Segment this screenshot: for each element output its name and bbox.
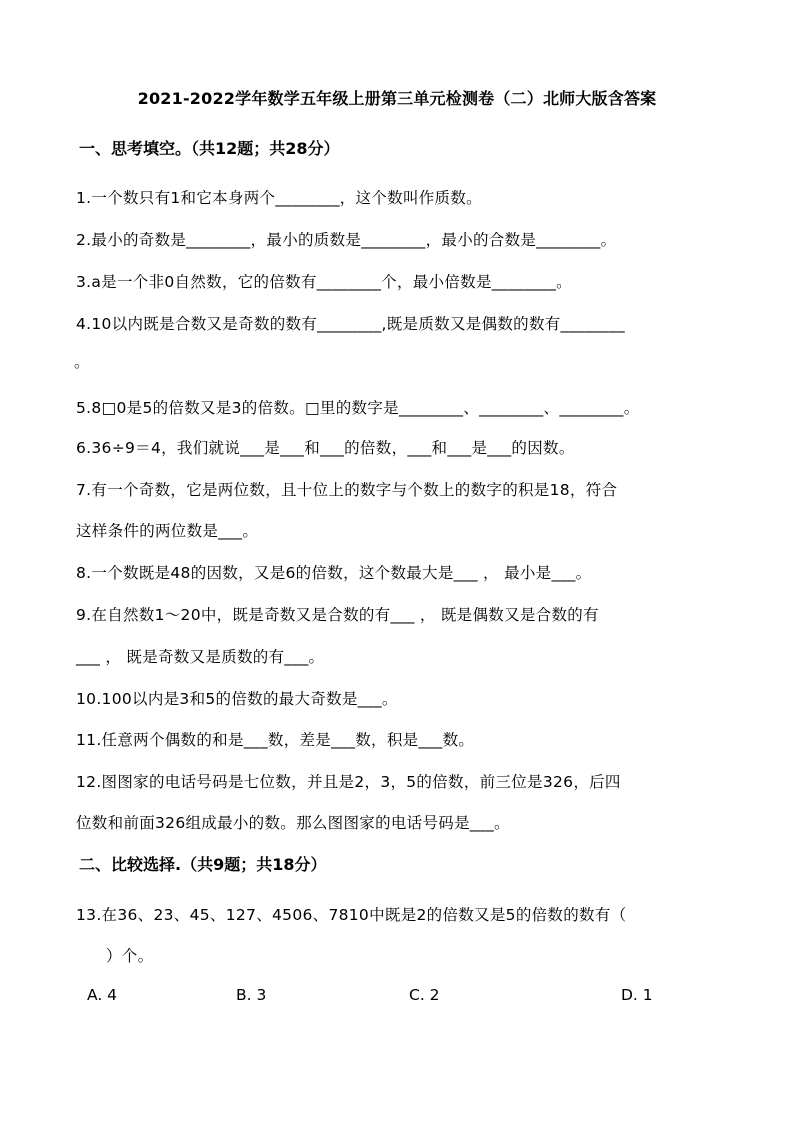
section-heading-choice: 二、比较选择.（共9题；共18分）: [79, 855, 327, 874]
page-title: 2021-2022学年数学五年级上册第三单元检测卷（二）北师大版含答案: [137, 89, 657, 108]
question-line: 10.100以内是3和5的倍数的最大奇数是___。: [76, 690, 398, 708]
question-line: 1.一个数只有1和它本身两个________，这个数叫作质数。: [76, 189, 482, 207]
question-line: 9.在自然数1～20中，既是奇数又是合数的有___ ， 既是偶数又是合数的有: [76, 606, 599, 624]
option-d: D. 1: [621, 986, 653, 1004]
question-line: 13.在36、23、45、127、4506、7810中既是2的倍数又是5的倍数的数有（: [76, 906, 627, 924]
question-line-wrap: 。: [74, 353, 90, 371]
question-line: 5.8□0是5的倍数又是3的倍数。□里的数字是________、________、________。: [76, 399, 640, 417]
option-a: A. 4: [87, 986, 118, 1004]
question-line-wrap: ）个。: [106, 947, 154, 965]
question-line-wrap: ___ ， 既是奇数又是质数的有___。: [76, 648, 325, 666]
question-line: 4.10以内既是合数又是奇数的数有________,既是质数又是偶数的数有________: [76, 315, 625, 333]
question-line: 3.a是一个非0自然数，它的倍数有________个，最小倍数是________。: [76, 273, 572, 291]
question-line: 11.任意两个偶数的和是___数，差是___数，积是___数。: [76, 731, 475, 749]
option-c: C. 2: [409, 986, 440, 1004]
question-line: 12.图图家的电话号码是七位数，并且是2，3，5的倍数，前三位是326，后四: [76, 773, 621, 791]
option-b: B. 3: [236, 986, 267, 1004]
question-line-wrap: 位数和前面326组成最小的数。那么图图家的电话号码是___。: [76, 814, 510, 832]
section-heading-fill-in: 一、思考填空。（共12题；共28分）: [79, 139, 340, 158]
question-line: 6.36÷9＝4，我们就说___是___和___的倍数，___和___是___的因数。: [76, 439, 575, 457]
question-line: 2.最小的奇数是________，最小的质数是________，最小的合数是________。: [76, 231, 617, 249]
question-line: 8.一个数既是48的因数，又是6的倍数，这个数最大是___ ， 最小是___。: [76, 564, 592, 582]
question-line: 7.有一个奇数，它是两位数，且十位上的数字与个数上的数字的积是18，符合: [76, 481, 618, 499]
question-line-wrap: 这样条件的两位数是___。: [76, 522, 259, 540]
